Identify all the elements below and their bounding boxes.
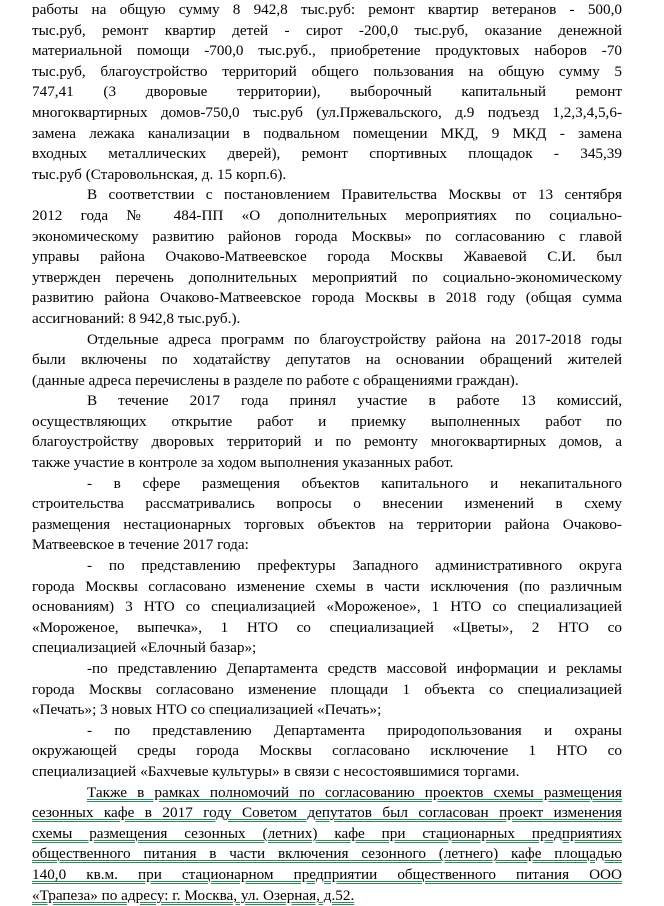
text-line: утвержден перечень дополнительных мероприятий по социально-экономическому	[32, 268, 622, 286]
text-line: «Трапеза» по адресу: г. Москва, ул. Озерная, д.52.	[32, 886, 355, 904]
document-page	[32, 0, 622, 906]
text-line: также участие в контроле за ходом выполнения указанных работ.	[32, 454, 454, 472]
text-line: осуществляющих открытие работ и приемку выполненных работ по	[32, 412, 622, 430]
text-line: - по представлению Департамента природопользования и охраны	[87, 721, 622, 739]
text-line: - по представлению префектуры Западного административного округа	[87, 557, 622, 575]
text-line: развитию района Очаково-Матвеевское города Москвы в 2018 году (общая сумма	[32, 289, 622, 307]
text-line: -по представлению Департамента средств массовой информации и рекламы	[87, 660, 622, 677]
text-line: 2012 года № 484-ПП «О дополнительных мероприятиях по социально-	[32, 206, 622, 224]
text-line: 140,0 кв.м. при стационарном предприятии общественного питания ООО	[32, 865, 622, 883]
text-line: замена лежака канализации в подвальном помещении МКД, 9 МКД - замена	[32, 124, 622, 142]
text-line: города Москвы согласовано изменение схемы в части исключения (по различным	[32, 577, 622, 595]
text-line: были включены по ходатайству депутатов на основании обращений жителей	[32, 351, 622, 369]
text-line: - в сфере размещения объектов капитального и некапитального	[87, 474, 622, 492]
text-line: ассигнований: 8 942,8 тыс.руб.).	[32, 309, 241, 327]
text-line: тыс.руб (Старовольнская, д. 15 корп.6).	[32, 165, 287, 183]
text-line: Отдельные адреса программ по благоустройству района на 2017-2018 годы	[87, 330, 622, 348]
text-line: «Мороженое, выпечка», 1 НТО со специализацией «Цветы», 2 НТО со	[32, 618, 622, 636]
text-line: города Москвы согласовано изменение площади 1 объекта со специализацией	[32, 680, 622, 698]
text-line: сезонных кафе в 2017 году Советом депутатов был согласован проект изменения	[32, 804, 622, 822]
text-line: входных металлических дверей), ремонт спортивных площадок - 345,39	[32, 145, 622, 163]
text-line: экономическому развитию районов города Москвы» по согласованию с главой	[32, 227, 622, 245]
text-line: (данные адреса перечислены в разделе по работе с обращениями граждан).	[32, 371, 519, 389]
text-line: Также в рамках полномочий по согласованию проектов схемы размещения	[87, 783, 622, 801]
text-line: специализацией «Елочный базар»;	[32, 639, 257, 657]
text-line: многоквартирных домов-750,0 тыс.руб (ул.Пржевальского, д.9 подъезд 1,2,3,4,5,6-	[32, 103, 622, 121]
text-line: общественного питания в части включения сезонного (летнего) кафе площадью	[32, 845, 622, 863]
text-line: размещения нестационарных торговых объектов на территории района Очаково-	[32, 515, 622, 533]
text-line: «Печать»; 3 новых НТО со специализацией «Печать»;	[32, 701, 382, 719]
text-line: основаниям) 3 НТО со специализацией «Мороженое», 1 НТО со специализацией	[32, 598, 622, 616]
text-line: схемы размещения сезонных (летних) кафе при стационарных предприятиях	[32, 824, 622, 842]
text-line: Матвеевское в течение 2017 года:	[32, 536, 249, 554]
text-line: специализацией «Бахчевые культуры» в связи с несостоявшимися торгами.	[32, 762, 520, 780]
text-line: окружающей среды города Москвы согласовано исключение 1 НТО со	[32, 742, 622, 760]
text-line: 747,41 (3 дворовые территории), выборочный капитальный ремонт	[32, 83, 622, 101]
text-line: тыс.руб, ремонт квартир детей - сирот -200,0 тыс.руб, оказание денежной	[32, 21, 622, 39]
text-line: материальной помощи -700,0 тыс.руб., приобретение продуктовых наборов -70	[32, 42, 622, 60]
text-line: В течение 2017 года принял участие в работе 13 комиссий,	[87, 392, 622, 410]
text-line: строительства рассматривались вопросы о внесении изменений в схему	[32, 495, 622, 513]
text-line: тыс.руб, благоустройство территорий общего пользования на общую сумму 5	[32, 62, 622, 80]
text-line: работы на общую сумму 8 942,8 тыс.руб: ремонт квартир ветеранов - 500,0	[32, 1, 622, 18]
text-line: благоустройству дворовых территорий и по ремонту многоквартирных домов, а	[32, 433, 622, 451]
text-line: В соответствии с постановлением Правительства Москвы от 13 сентября	[87, 186, 622, 204]
text-line: управы района Очаково-Матвеевское города Москвы Жаваевой С.И. был	[32, 248, 622, 266]
